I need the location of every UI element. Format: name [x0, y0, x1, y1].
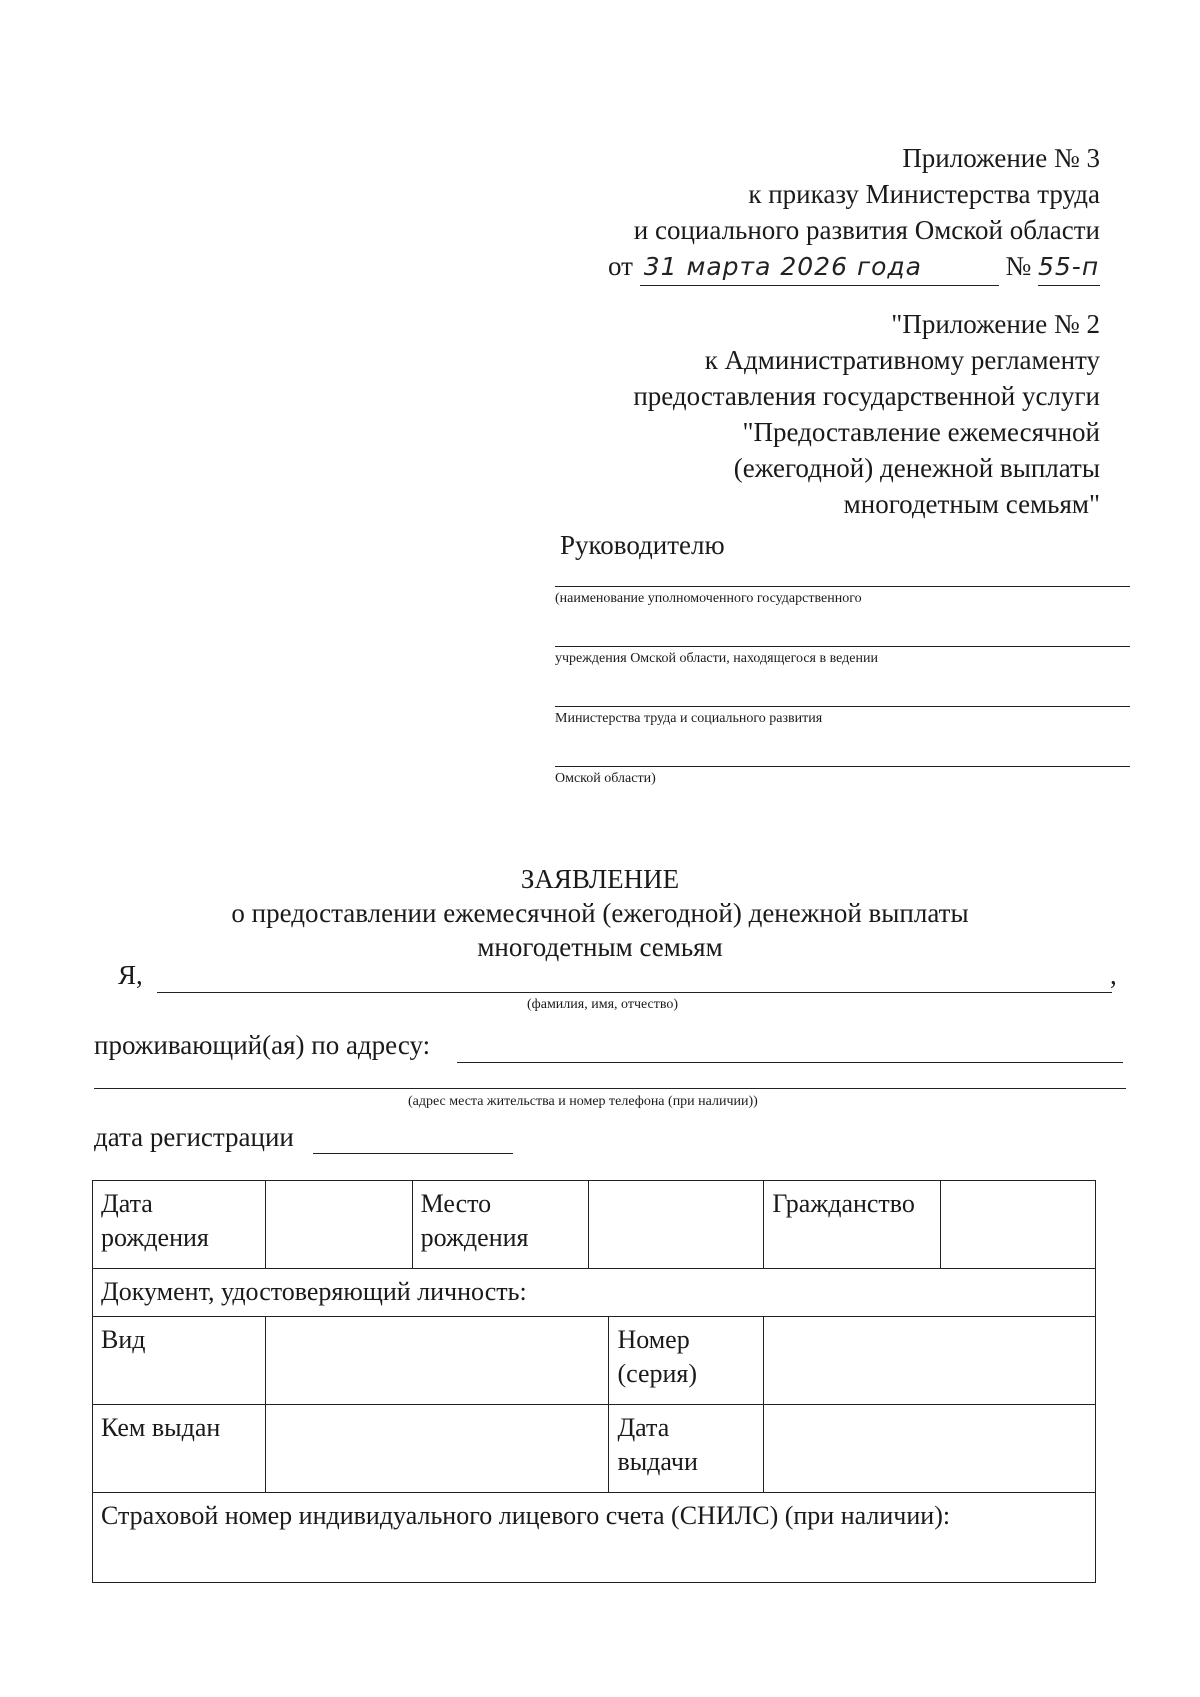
- fio-input-line[interactable]: [157, 992, 1112, 993]
- snils-cell[interactable]: Страховой номер индивидуального лицевого счета (СНИЛС) (при наличии):: [93, 1493, 1096, 1583]
- recipient-caption-3: Министерства труда и социального развития: [555, 711, 823, 726]
- recipient-caption-2: учреждения Омской области, находящегося в ведении: [555, 651, 878, 666]
- reg-date-label: дата регистрации: [94, 1122, 294, 1152]
- appendix-2-header: [500, 306, 1100, 522]
- appendix-3-ministry: и социального развития Омской области: [633, 215, 1100, 245]
- address-label: проживающий(ая) по адресу:: [94, 1030, 431, 1060]
- appendix-2-service: предоставления государственной услуги: [633, 381, 1100, 411]
- table-row: [93, 1405, 1096, 1493]
- appendix-3-header: [500, 140, 1100, 286]
- doc-number-label: Номер (серия): [609, 1317, 764, 1405]
- table-row: [93, 1493, 1096, 1583]
- issue-date-label: Дата выдачи: [609, 1405, 764, 1493]
- issue-date-cell[interactable]: [764, 1405, 1096, 1493]
- appendix-2-title: "Приложение № 2: [891, 309, 1100, 339]
- statement-title: ЗАЯВЛЕНИЕ: [520, 864, 680, 894]
- order-number-field: [1038, 248, 1100, 286]
- birth-place-cell[interactable]: [589, 1181, 764, 1269]
- appendix-3-order: к приказу Министерства труда: [748, 179, 1100, 209]
- reg-date-input-line[interactable]: [313, 1153, 513, 1154]
- id-document-heading: Документ, удостоверяющий личность:: [93, 1269, 1096, 1317]
- issued-by-cell[interactable]: [265, 1405, 609, 1493]
- recipient-title: Руководителю: [560, 530, 725, 560]
- recipient-line-2[interactable]: [555, 646, 1130, 647]
- recipient-line-4[interactable]: [555, 766, 1130, 767]
- issued-by-label: Кем выдан: [93, 1405, 266, 1493]
- fio-caption: (фамилия, имя, отчество): [527, 997, 679, 1012]
- citizenship-cell[interactable]: [941, 1181, 1096, 1269]
- order-date-field: [640, 248, 999, 286]
- statement-subtitle-1: о предоставлении ежемесячной (ежегодной) денежной выплаты: [231, 898, 969, 928]
- statement-subtitle-2: многодетным семьям: [477, 932, 723, 962]
- citizenship-label: Гражданство: [764, 1181, 941, 1269]
- order-date-handwritten: 31 марта 2026 года: [643, 252, 922, 281]
- appendix-2-regulation: к Административному регламенту: [704, 345, 1100, 375]
- order-number-handwritten: 55-п: [1038, 252, 1100, 281]
- birth-date-cell[interactable]: [265, 1181, 412, 1269]
- table-row: [93, 1269, 1096, 1317]
- address-input-line-1[interactable]: [457, 1062, 1123, 1063]
- doc-type-label: Вид: [93, 1317, 266, 1405]
- fio-comma: ,: [1110, 960, 1117, 990]
- appendix-2-service-name-1: "Предоставление ежемесячной: [742, 417, 1100, 447]
- doc-type-cell[interactable]: [265, 1317, 609, 1405]
- doc-number-cell[interactable]: [764, 1317, 1096, 1405]
- recipient-caption-1: (наименование уполномоченного государственного: [555, 591, 862, 606]
- appendix-3-title: Приложение № 3: [902, 143, 1100, 173]
- appendix-2-service-name-3: многодетным семьям": [843, 489, 1100, 519]
- table-row: [93, 1317, 1096, 1405]
- applicant-data-table: [92, 1180, 1096, 1583]
- birth-place-label: Место рождения: [412, 1181, 589, 1269]
- address-caption: (адрес места жительства и номер телефона (при наличии)): [408, 1094, 758, 1109]
- recipient-line-3[interactable]: [555, 706, 1130, 707]
- applicant-label: Я,: [118, 960, 143, 990]
- address-input-line-2[interactable]: [94, 1088, 1126, 1089]
- order-date-number-line: [500, 248, 1100, 286]
- table-row: [93, 1181, 1096, 1269]
- recipient-line-1[interactable]: [555, 586, 1130, 587]
- recipient-caption-4: Омской области): [555, 771, 656, 786]
- appendix-2-service-name-2: (ежегодной) денежной выплаты: [733, 453, 1100, 483]
- birth-date-label: Дата рождения: [93, 1181, 266, 1269]
- order-number-prefix: №: [1005, 251, 1032, 281]
- order-date-prefix: от: [608, 251, 633, 281]
